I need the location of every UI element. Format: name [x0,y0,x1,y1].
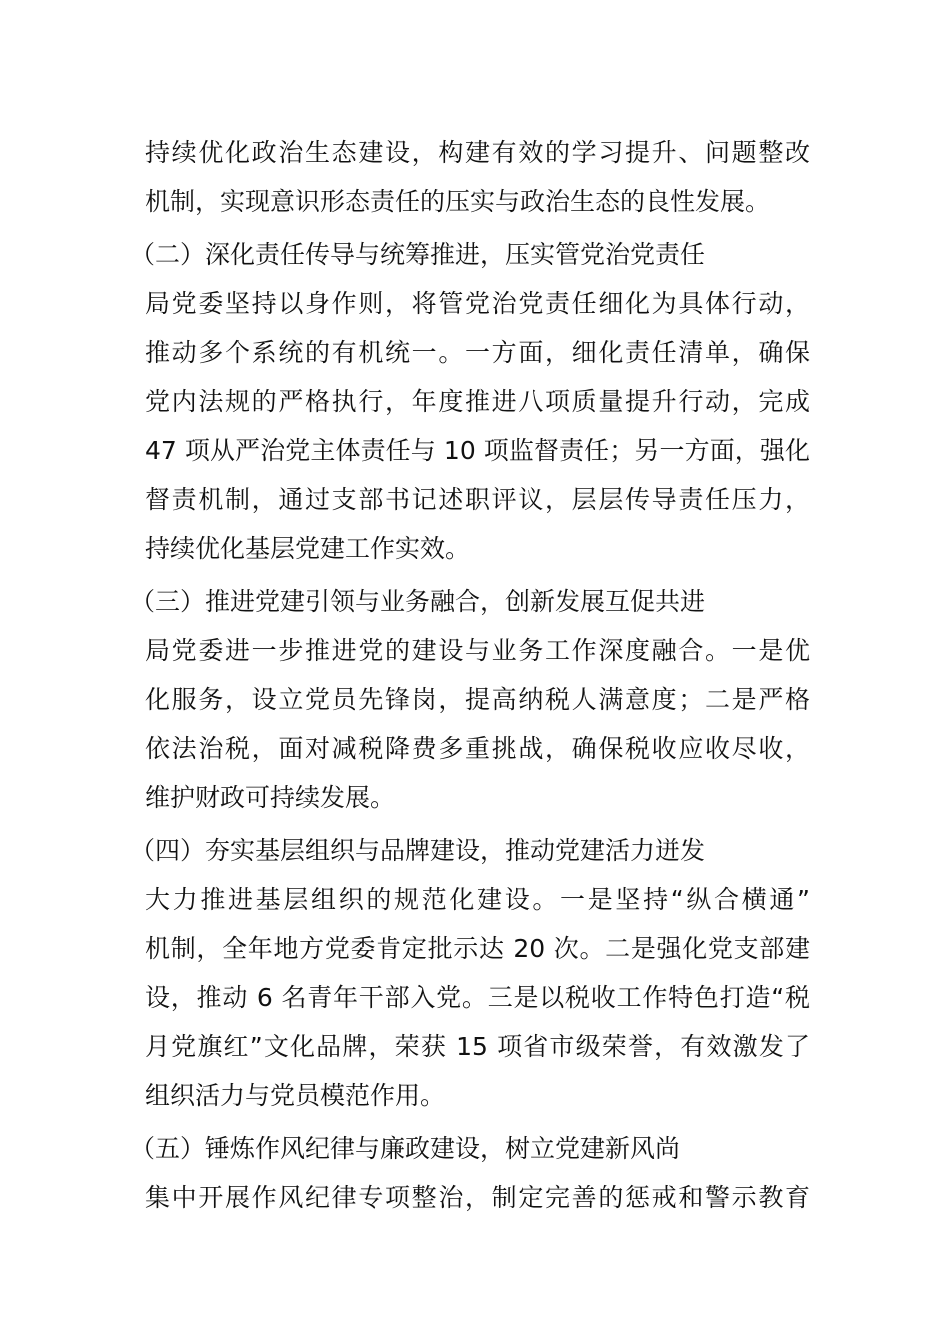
paragraph-line: 组织活力与党员模范作用。 [145,1081,446,1110]
paragraph-line: 维护财政可持续发展。 [145,783,396,812]
paragraph-line: 持续优化基层党建工作实效。 [145,534,471,563]
paragraph-line: 设，推动 6 名青年干部入党。三是以税收工作特色打造“税 [145,983,810,1012]
paragraph-line: 持续优化政治生态建设，构建有效的学习提升、问题整改 [145,138,810,167]
section-heading-3: （三）推进党建引领与业务融合，创新发展互促共进 [130,587,706,616]
paragraph-line: 月党旗红”文化品牌，荣获 15 项省市级荣誉，有效激发了 [145,1032,810,1061]
paragraph-line: 47 项从严治党主体责任与 10 项监督责任；另一方面，强化 [145,436,810,465]
paragraph-line: 集中开展作风纪律专项整治，制定完善的惩戒和警示教育 [145,1183,810,1212]
paragraph-line: 局党委进一步推进党的建设与业务工作深度融合。一是优 [145,636,810,665]
paragraph-line: 督责机制，通过支部书记述职评议，层层传导责任压力， [145,485,810,514]
section-heading-5: （五）锤炼作风纪律与廉政建设，树立党建新风尚 [130,1134,681,1163]
paragraph-line: 局党委坚持以身作则，将管党治党责任细化为具体行动， [145,289,810,318]
paragraph-line: 党内法规的严格执行，年度推进八项质量提升行动，完成 [145,387,810,416]
paragraph-line: 大力推进基层组织的规范化建设。一是坚持“纵合横通” [145,885,810,914]
paragraph-line: 依法治税，面对减税降费多重挑战，确保税收应收尽收， [145,734,810,763]
document-body [130,128,810,1222]
paragraph-line: 化服务，设立党员先锋岗，提高纳税人满意度；二是严格 [145,685,810,714]
paragraph-line: 推动多个系统的有机统一。一方面，细化责任清单，确保 [145,338,810,367]
paragraph-line: 机制，实现意识形态责任的压实与政治生态的良性发展。 [145,187,771,216]
section-heading-2: （二）深化责任传导与统筹推进，压实管党治党责任 [130,240,706,269]
paragraph-line: 机制，全年地方党委肯定批示达 20 次。二是强化党支部建 [145,934,810,963]
section-heading-4: （四）夯实基层组织与品牌建设，推动党建活力迸发 [130,836,706,865]
